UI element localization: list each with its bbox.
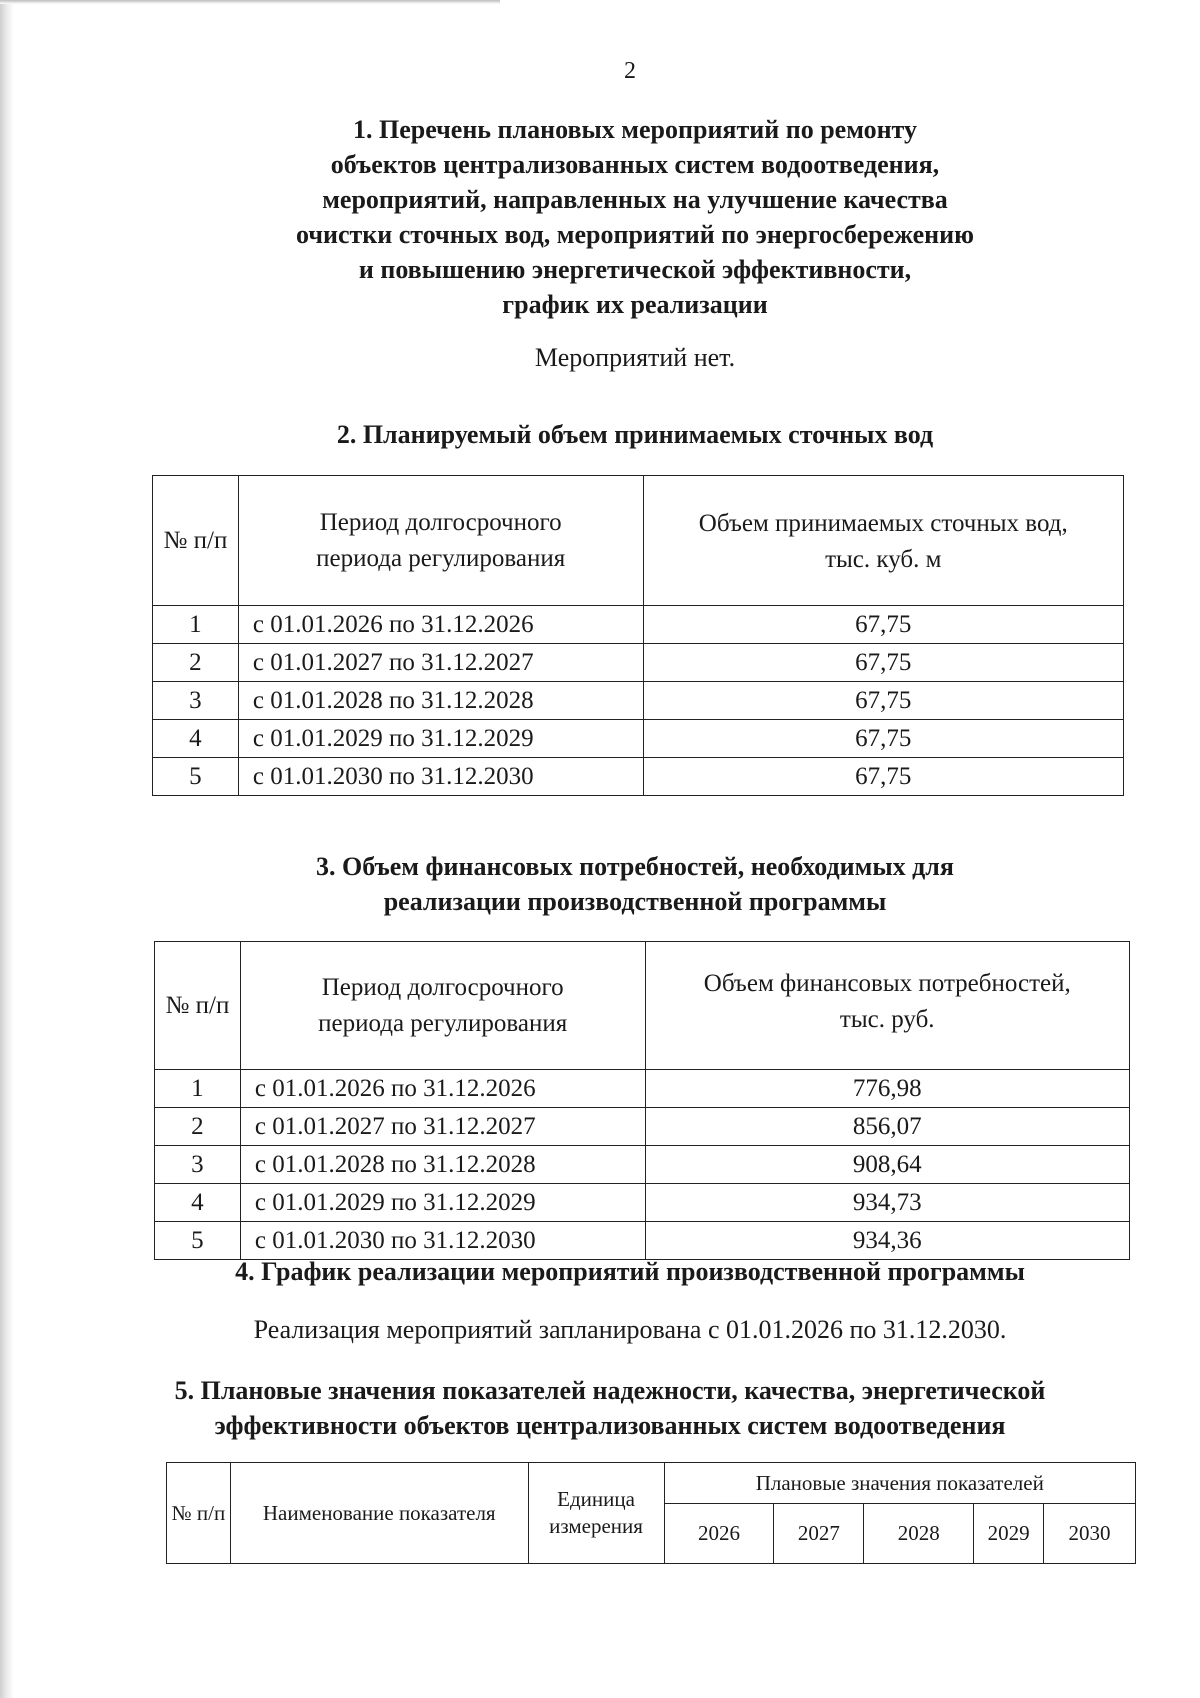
- financial-needs-table: [154, 941, 1130, 1260]
- col-header-period: Период долгосрочного периода регулирования: [238, 476, 643, 606]
- row-value: 67,75: [643, 720, 1124, 758]
- row-period: с 01.01.2030 по 31.12.2030: [238, 758, 643, 796]
- col-header-finance: Объем финансовых потребностей, тыс. руб.: [645, 942, 1130, 1070]
- wastewater-volume-table: [152, 475, 1124, 796]
- section1-note: Мероприятий нет.: [534, 343, 736, 372]
- row-period: с 01.01.2028 по 31.12.2028: [240, 1146, 645, 1184]
- row-period: с 01.01.2029 по 31.12.2029: [240, 1184, 645, 1222]
- row-period: с 01.01.2029 по 31.12.2029: [238, 720, 643, 758]
- row-period: с 01.01.2026 по 31.12.2026: [240, 1070, 645, 1108]
- col-header-volume: Объем принимаемых сточных вод, тыс. куб. м: [643, 476, 1124, 606]
- row-period: с 01.01.2027 по 31.12.2027: [240, 1108, 645, 1146]
- row-period: с 01.01.2026 по 31.12.2026: [238, 606, 643, 644]
- row-num: 4: [155, 1184, 241, 1222]
- table-row: [153, 682, 1124, 720]
- col-header-year: 2026: [664, 1504, 774, 1564]
- row-value: 856,07: [645, 1108, 1130, 1146]
- row-value: 67,75: [643, 682, 1124, 720]
- table-row: [155, 1146, 1130, 1184]
- section3-title-line: 3. Объем финансовых потребностей, необходимых для: [316, 852, 954, 881]
- col-header-num: № п/п: [167, 1463, 231, 1564]
- section1-title-line: очистки сточных вод, мероприятий по энергосбережению: [296, 220, 974, 249]
- page-number: 2: [624, 58, 636, 84]
- section1-title-line: график их реализации: [502, 290, 768, 319]
- row-value: 67,75: [643, 644, 1124, 682]
- row-value: 67,75: [643, 758, 1124, 796]
- section1-title-line: мероприятий, направленных на улучшение качества: [322, 185, 948, 214]
- section1-title-line: объектов централизованных систем водоотведения,: [330, 150, 940, 179]
- col-header-name: Наименование показателя: [230, 1463, 528, 1564]
- row-num: 3: [153, 682, 239, 720]
- col-header-year: 2030: [1044, 1504, 1136, 1564]
- scan-top-shadow: [0, 0, 500, 4]
- row-period: с 01.01.2027 по 31.12.2027: [238, 644, 643, 682]
- section1-title-line: 1. Перечень плановых мероприятий по ремонту: [353, 115, 917, 144]
- col-header-unit: Единица измерения: [528, 1463, 664, 1564]
- row-num: 5: [155, 1222, 241, 1260]
- row-period: с 01.01.2028 по 31.12.2028: [238, 682, 643, 720]
- table-header-row: [155, 942, 1130, 1070]
- row-value: 934,73: [645, 1184, 1130, 1222]
- row-num: 2: [155, 1108, 241, 1146]
- col-header-period: Период долгосрочного периода регулирования: [240, 942, 645, 1070]
- section1-title: [0, 112, 1200, 322]
- col-header-num: № п/п: [153, 476, 239, 606]
- row-value: 908,64: [645, 1146, 1130, 1184]
- indicators-table: [166, 1462, 1136, 1564]
- section4-title: 4. График реализации мероприятий производственной программы: [235, 1257, 1025, 1286]
- table-row: [153, 644, 1124, 682]
- table-row: [155, 1070, 1130, 1108]
- section4-note: Реализация мероприятий запланирована с 01.01.2026 по 31.12.2030.: [253, 1315, 1007, 1344]
- row-num: 1: [155, 1070, 241, 1108]
- row-value: 776,98: [645, 1070, 1130, 1108]
- table-row: [153, 606, 1124, 644]
- col-header-year: 2029: [974, 1504, 1044, 1564]
- table-row: [155, 1108, 1130, 1146]
- table-header-row: [153, 476, 1124, 606]
- row-num: 5: [153, 758, 239, 796]
- col-header-num: № п/п: [155, 942, 241, 1070]
- col-header-year: 2027: [774, 1504, 864, 1564]
- row-num: 2: [153, 644, 239, 682]
- row-num: 4: [153, 720, 239, 758]
- table-row: [153, 758, 1124, 796]
- col-header-year: 2028: [864, 1504, 974, 1564]
- row-num: 1: [153, 606, 239, 644]
- section5-title-line: эффективности объектов централизованных систем водоотведения: [214, 1411, 1006, 1440]
- section5-title: [0, 1373, 1200, 1443]
- table-row: [153, 720, 1124, 758]
- section3-title: [0, 849, 1200, 919]
- row-value: 934,36: [645, 1222, 1130, 1260]
- col-header-planned: Плановые значения показателей: [664, 1463, 1135, 1504]
- row-period: с 01.01.2030 по 31.12.2030: [240, 1222, 645, 1260]
- section1-title-line: и повышению энергетической эффективности,: [358, 255, 912, 284]
- row-num: 3: [155, 1146, 241, 1184]
- table-header-row: [167, 1463, 1136, 1504]
- table-row: [155, 1184, 1130, 1222]
- section3-title-line: реализации производственной программы: [383, 887, 887, 916]
- row-value: 67,75: [643, 606, 1124, 644]
- section2-title: 2. Планируемый объем принимаемых сточных вод: [336, 420, 934, 449]
- section5-title-line: 5. Плановые значения показателей надежности, качества, энергетической: [174, 1376, 1046, 1405]
